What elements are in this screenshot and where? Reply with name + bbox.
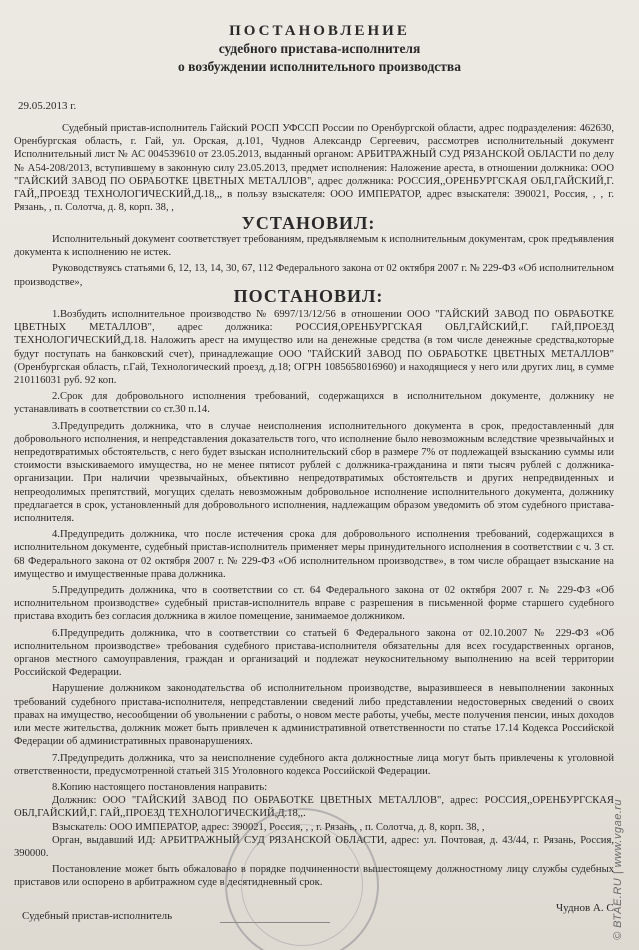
postanovil-item-5: 5.Предупредить должника, что в соответствии со ст. 64 Федерального закона от 02 октября 2007 г. № 229-ФЗ «Об исполнительном производстве» судебный пристав-исполнитель вправе с разрешения в письменной форме старшего судебного пристава входить без согласия должника в жилое помещение, занимаемое должником. (14, 585, 614, 623)
postanovil-item-1: 1.Возбудить исполнительное производство № 6997/13/12/56 в отношении ООО "ГАЙСКИЙ ЗАВОД ПО ОБРАБОТКЕ ЦВЕТНЫХ МЕТАЛЛОВ", адрес должника: РОССИЯ,ОРЕНБУРГСКАЯ ОБЛ,ГАЙСКИЙ,Г. ГАЙ,ПРОЕЗД ТЕХНОЛОГИЧЕСКИЙ,Д.18. Наложить арест на имущество или на денежные средства (в том числе денежные средства,которые будут поступать на банковский счет), принадлежащие ООО "ГАЙСКИЙ ЗАВОД ПО ОБРАБОТКЕ ЦВЕТНЫХ МЕТАЛЛОВ" (Оренбургская область, г.Гай, Технологический проезд, д.18; ОГРН 1085658016960) и находящиеся у него или других лиц, в сумме 210116031 руб. 92 коп. (14, 309, 614, 387)
intro-paragraph: Судебный пристав-исполнитель Гайский РОСП УФССП России по Оренбургской области, адрес подразделения: 462630, Оренбургская область, г. Гай, ул. Орская, д.101, Чуднов Александр Сергеевич, рассмотрев исполнительный документ Исполнительный лист № АС 004539610 от 23.05.2013, выданный органом: АРБИТРАЖНЫЙ СУД РЯЗАНСКОЙ ОБЛАСТИ по делу № А54-208/2013, вступившему в законную силу 23.05.2013, предмет исполнения: Наложение ареста, в отношении должника: ООО "ГАЙСКИЙ ЗАВОД ПО ОБРАБОТКЕ ЦВЕТНЫХ МЕТАЛЛОВ", адрес должника: РОССИЯ,,ОРЕНБУРГСКАЯ ОБЛ,ГАЙСКИЙ,Г. ГАЙ,,ПРОЕЗД ТЕХНОЛОГИЧЕСКИЙ,Д.18,,, в пользу взыскателя: ООО ИМПЕРАТОР, адрес взыскателя: 390021, Россия, , , г. Рязань, , п. Солотча, д. 8, корп. 38, , (14, 123, 614, 214)
postanovil-item-8: 8.Копию настоящего постановления направить: (52, 781, 268, 793)
recipient-issuer: Орган, выдавший ИД: АРБИТРАЖНЫЙ СУД РЯЗАНСКОЙ ОБЛАСТИ, адрес: ул. Почтовая, д. 43/44, г. Рязань, Россия, 390000. (14, 834, 614, 859)
signature-line (220, 922, 330, 923)
signature-label: Судебный пристав-исполнитель (22, 910, 173, 922)
violation-paragraph: Нарушение должником законодательства об исполнительном производстве, выразившееся в невыполнении законных требований судебного пристава-исполнителя, непредставлении сведений либо представлении недостоверных сведений о своих правах на имущество, несообщении об увольнении с работы, о новом месте работы, учебы, месте получения пенсии, иных доходов или месте жительства, должник может быть привлечен к административной ответственности по статье 17.14 Кодекса Российской Федерации об административных правонарушениях. (14, 683, 614, 748)
appeal-paragraph: Постановление может быть обжаловано в порядке подчиненности вышестоящему должностному лицу службы судебных приставов или оспорено в арбитражном суде в десятидневный срок. (14, 864, 614, 889)
ustanovil-paragraph-1: Исполнительный документ соответствует требованиям, предъявляемым к исполнительным документам, срок предъявления документа к исполнению не истек. (14, 234, 614, 259)
ustanovil-section (14, 233, 614, 289)
document-title: ПОСТАНОВЛЕНИЕ (229, 23, 410, 39)
document-header (0, 22, 639, 76)
document-subtitle-author: судебного пристава-исполнителя (218, 41, 421, 56)
postanovil-item-7: 7.Предупредить должника, что за неисполнение судебного акта должностные лица могут быть привлечены к уголовной ответственности, предусмотренной статьей 315 Уголовного кодекса Российской Федерации. (14, 752, 614, 777)
ustanovil-paragraph-2: Руководствуясь статьями 6, 12, 13, 14, 30, 67, 112 Федерального закона от 02 октября 2007 г. № 229-ФЗ «Об исполнительном производстве», (14, 263, 614, 288)
official-stamp (225, 808, 379, 950)
recipient-creditor: Взыскатель: ООО ИМПЕРАТОР, адрес: 390021, Россия, , , г. Рязань, , п. Солотча, д. 8, корп. 38, , (52, 821, 485, 833)
postanovil-item-2: 2.Срок для добровольного исполнения требований, содержащихся в исполнительном документе, должнику не устанавливать в соответствии со ст.30 п.14. (14, 391, 614, 416)
site-watermark: © ВТАЕ.RU | www.vgae.ru (612, 798, 624, 940)
postanovil-item-6: 6.Предупредить должника, что в соответствии со статьей 6 Федерального закона от 02.10.2007 № 229-ФЗ «Об исполнительном производстве» требования судебного пристава-исполнителя обязательны для всех государственных органов, органов местного самоуправления, граждан и организаций и подлежат неукоснительному выполнению на всей территории Российской Федерации. (14, 627, 614, 679)
postanovil-heading: ПОСТАНОВИЛ: (233, 286, 384, 306)
recipient-debtor: Должник: ООО "ГАЙСКИЙ ЗАВОД ПО ОБРАБОТКЕ ЦВЕТНЫХ МЕТАЛЛОВ", адрес: РОССИЯ,,ОРЕНБУРГСКАЯ ОБЛ,ГАЙСКИЙ,Г. ГАЙ,,ПРОЕЗД ТЕХНОЛОГИЧЕСКИЙ,Д.18,,. (14, 795, 614, 820)
postanovil-section (14, 308, 614, 890)
document-date: 29.05.2013 г. (18, 100, 77, 112)
signature-name: Чуднов А. С. (556, 902, 617, 914)
intro-section (14, 122, 614, 214)
postanovil-item-3: 3.Предупредить должника, что в случае неисполнения исполнительного документа в срок, предоставленный для добровольного исполнения, и непредставления доказательств того, что исполнение было невозможным вследствие чрезвычайных и непредотвратимых обстоятельств, с него будет взыскан исполнительский сбор в размере 7% от подлежащей взысканию суммы или стоимости взыскиваемого имущества, но не менее пятисот рублей с должника-гражданина и пяти тысяч рублей с должника-организации. При наличии чрезвычайных, объективно непредотвратимых обстоятельств и других непредвиденных и непреодолимых препятствий, могущих сделать невозможным добровольное исполнение исполнительного документа, должнику предлагается в срок, установленный для добровольного исполнения, надлежащим образом уведомить об этом судебного пристава-исполнителя. (14, 420, 614, 525)
ustanovil-heading: УСТАНОВИЛ: (241, 213, 376, 233)
document-subtitle-subject: о возбуждении исполнительного производства (178, 59, 461, 74)
postanovil-item-4: 4.Предупредить должника, что после истечения срока для добровольного исполнения требований, содержащихся в исполнительном документе, судебный пристав-исполнитель применяет меры принудительного исполнения в соответствии с ч. 3 ст. 68 Федерального закона от 02 октября 2007 г. № 229-ФЗ «Об исполнительном производстве», в том числе обращает взыскание на имущество и имущественные права должника. (14, 529, 614, 580)
